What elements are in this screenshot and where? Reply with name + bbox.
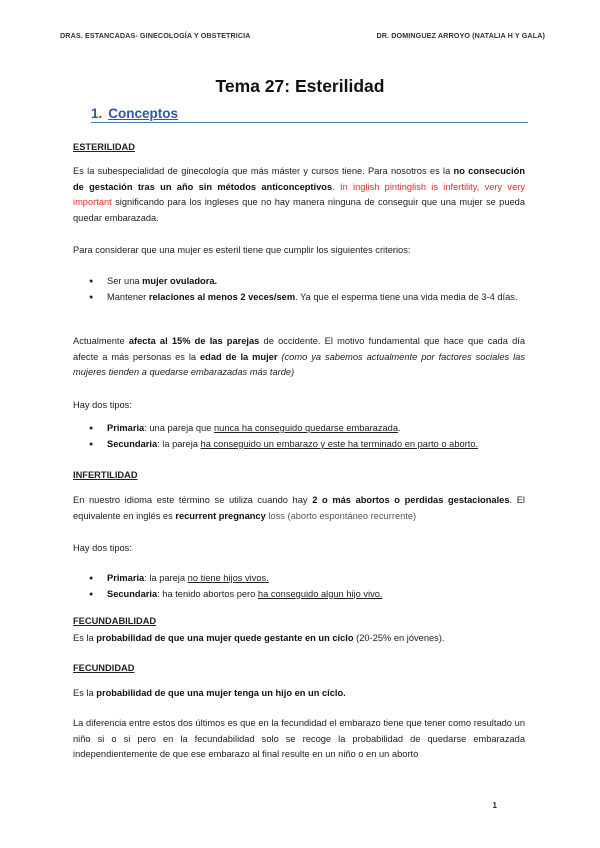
heading-fecundidad: FECUNDIDAD: [73, 663, 135, 673]
list-item: ● Secundaria: la pareja ha conseguido un embarazo y este ha terminado en parto o aborto.: [73, 437, 525, 453]
paragraph-types-intro: Hay dos tipos:: [73, 400, 132, 410]
page-title: Tema 27: Esterilidad: [215, 76, 385, 96]
list-item: ● Mantener relaciones al menos 2 veces/sem. Ya que el esperma tiene una vida media de 3-4 días.: [73, 290, 525, 306]
paragraph-criteria-intro: Para considerar que una mujer es esteril tiene que cumplir los siguientes criterios:: [73, 245, 411, 255]
section-label: Conceptos: [108, 106, 179, 121]
paragraph-esterilidad-definition: Es la subespecialidad de ginecología que más máster y cursos tiene. Para nosotros es la no consecución de gestación tras un año sin métodos anticonceptivos. In inglish pintinglish is infertility, very very important significando para los ingleses que no hay manera ninguna de conseguir que una mujer se pueda quedar embarazada.: [73, 166, 526, 223]
list-item: ● Primaria: la pareja no tiene hijos vivos.: [73, 571, 525, 587]
paragraph-infertilidad-types-intro: Hay dos tipos:: [73, 543, 132, 553]
paragraph-difference: La diferencia entre estos dos últimos es que en la fecundidad el embarazo tiene que tener como resultado un niño si o si pero en la fecundabilidad solo se recoge la probabilidad de quedarse embarazada independientemente de que ese embarazo al final resulte en un niño o en un aborto: [73, 718, 525, 760]
esterilidad-types-list: [73, 421, 525, 452]
section-number: 1.: [91, 106, 103, 121]
page-number: 1: [492, 801, 497, 810]
running-header-right: DR. DOMINGUEZ ARROYO (NATALIA H Y GALA): [376, 31, 545, 40]
paragraph-infertilidad-definition: En nuestro idioma este término se utiliza cuando hay 2 o más abortos o perdidas gestacionales. El equivalente en inglés es recurrent pregnancy loss (aborto espontáneo recurrente): [73, 495, 525, 521]
list-item: ● Secundaria: ha tenido abortos pero ha conseguido algun hijo vivo.: [73, 587, 525, 603]
heading-fecundabilidad: FECUNDABILIDAD: [73, 616, 157, 626]
paragraph-prevalence: Actualmente afecta al 15% de las parejas de occidente. El motivo fundamental que hace que cada día afecte a más personas es la edad de la mujer (como ya sabemos actualmente por factores sociales las mujeres tienden a quedarse embarazadas más tarde): [73, 336, 526, 378]
highlighted-note: In inglish pintinglish is infertility, very very important: [73, 181, 525, 208]
criteria-list: [73, 274, 525, 305]
heading-infertilidad: INFERTILIDAD: [73, 470, 138, 480]
list-item: ● Ser una mujer ovuladora.: [73, 274, 525, 290]
section-heading: [91, 106, 528, 123]
running-header-left: DRAS. ESTANCADAS- GINECOLOGÍA Y OBSTETRICIA: [60, 31, 251, 40]
list-item: ● Primaria: una pareja que nunca ha conseguido quedarse embarazada.: [73, 421, 525, 437]
paragraph-fecundidad: Es la probabilidad de que una mujer tenga un hijo en un ciclo.: [73, 688, 346, 698]
paragraph-fecundabilidad: Es la probabilidad de que una mujer quede gestante en un ciclo (20-25% en jóvenes).: [73, 633, 445, 643]
infertilidad-types-list: [73, 571, 525, 602]
heading-esterilidad: ESTERILIDAD: [73, 142, 135, 152]
